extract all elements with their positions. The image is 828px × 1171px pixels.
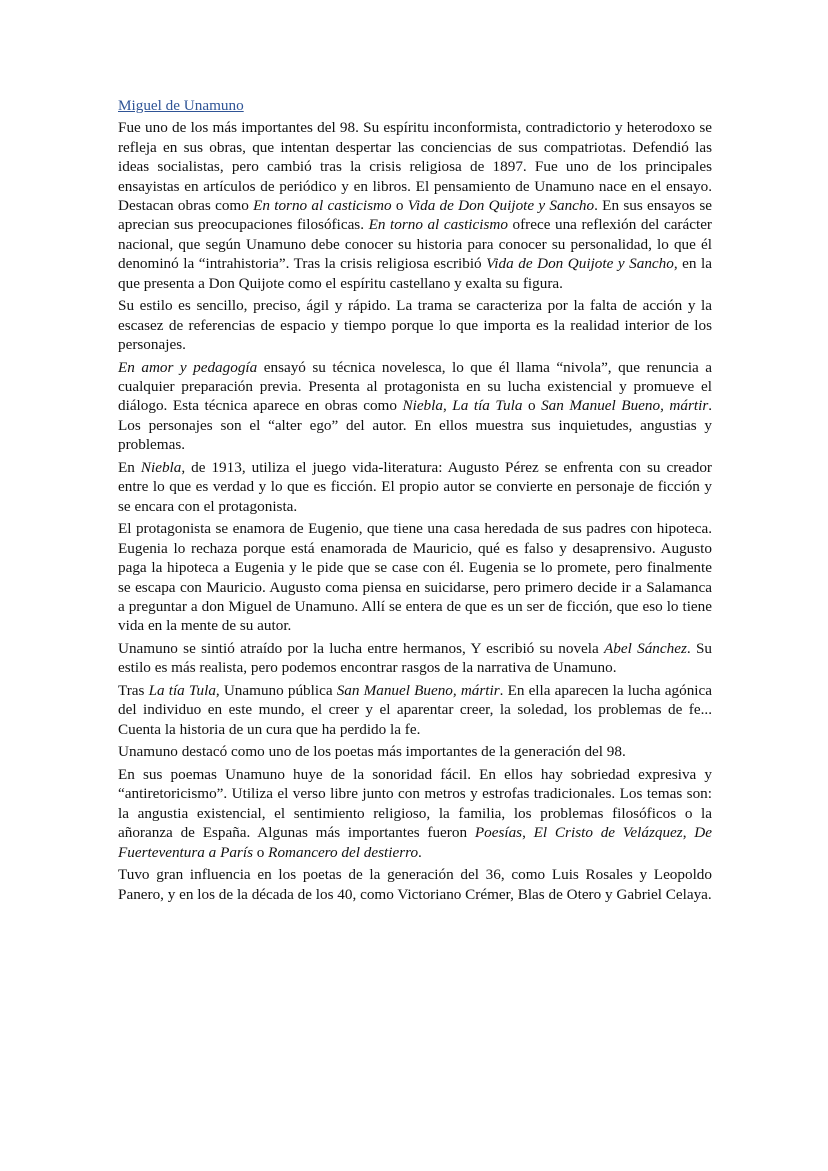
document-title: Miguel de Unamuno bbox=[118, 97, 244, 114]
book-title: La tía Tula bbox=[452, 397, 523, 415]
paragraph-influence: Tuvo gran influencia en los poetas de la generación del 36, como Luis Rosales y Leopoldo Panero, y en los de la década de los 40, como Victoriano Crémer, Blas de Otero y Gabriel Celaya. bbox=[118, 866, 712, 903]
text-run: . Su estilo es más realista, pero podemos encontrar rasgos de la narrativa de Unamuno. bbox=[118, 639, 712, 677]
paragraph-san-manuel bbox=[118, 681, 712, 739]
text-run: , bbox=[442, 397, 453, 415]
book-title: El Cristo de Velázquez bbox=[533, 824, 683, 842]
text-run: ofrece una reflexión del carácter nacional, que según Unamuno debe conocer su historia para conocer su personalidad, lo que él denominó la “intrahistoria”. Tras la crisis religiosa escribió bbox=[118, 216, 712, 273]
paragraph-poetry bbox=[118, 765, 712, 862]
paragraph-niebla bbox=[118, 458, 712, 516]
text-run: . bbox=[418, 843, 422, 861]
text-run: o bbox=[252, 843, 269, 861]
text-run: . En sus ensayos se aprecian sus preocupaciones filosóficas. bbox=[118, 197, 713, 234]
text-run: , de 1913, utiliza el juego vida-literatura: Augusto Pérez se enfrenta con su creador entre lo que es verdad y lo que es ficción. El propio autor se convierte en personaje de ficción y se encara con el protagonista. bbox=[118, 458, 712, 515]
text-run: Tras bbox=[118, 681, 149, 699]
text-run: , bbox=[522, 824, 534, 842]
book-title: Vida de Don Quijote y Sancho bbox=[486, 255, 674, 273]
text-run: . Los personajes son el “alter ego” del autor. En ellos muestra sus inquietudes, angustias y problemas. bbox=[118, 397, 713, 454]
document-page bbox=[118, 96, 712, 907]
text-run: , en la que presenta a Don Quijote como el espíritu castellano y exalta su figura. bbox=[118, 255, 712, 292]
paragraph-abel-sanchez bbox=[118, 639, 712, 678]
book-title: En amor y pedagogía bbox=[118, 358, 258, 376]
book-title: La tía Tula bbox=[148, 681, 216, 699]
book-title: En torno al casticismo bbox=[368, 216, 508, 234]
text-run: Unamuno se sintió atraído por la lucha entre hermanos, Y escribió su novela bbox=[118, 639, 605, 657]
text-run: , bbox=[682, 824, 695, 842]
paragraph-style: Su estilo es sencillo, preciso, ágil y rápido. La trama se caracteriza por la falta de acción y la escasez de referencias de espacio y tiempo porque lo que importa es la realidad interior de los personajes. bbox=[118, 297, 712, 354]
paragraph-nivola bbox=[118, 358, 712, 455]
paragraph-biography bbox=[118, 118, 712, 293]
paragraph-poet: Unamuno destacó como uno de los poetas más importantes de la generación del 98. bbox=[118, 743, 626, 761]
text-run: , Unamuno pública bbox=[215, 681, 337, 699]
text-run: En sus poemas Unamuno huye de la sonoridad fácil. En ellos hay sobriedad expresiva y “antiretoricismo”. Utiliza el verso libre junto con metros y estrofas tradicionales. Los temas son: la angustia existencial, el sentimiento religioso, la familia, los problemas filosóficos o la añoranza de España. Algunas más importantes fueron bbox=[118, 765, 712, 842]
book-title: Poesías bbox=[474, 824, 523, 842]
book-title: Niebla bbox=[140, 458, 182, 476]
text-run: En bbox=[118, 458, 141, 476]
book-title: Abel Sánchez bbox=[604, 639, 687, 657]
text-run: Fue uno de los más importantes del 98. Su espíritu inconformista, contradictorio y heterodoxo se refleja en sus obras, que intentan despertar las conciencias de sus compatriotas. Defendió las ideas socialistas, pero cambió tras la crisis religiosa de 1897. Fue uno de los principales ensayistas en artículos de periódico y en libros. El pensamiento de Unamuno nace en el ensayo. Destacan obras como bbox=[118, 119, 712, 215]
text-run: o bbox=[391, 197, 408, 215]
book-title: De Fuerteventura a París bbox=[118, 824, 712, 861]
paragraph-plot: El protagonista se enamora de Eugenio, que tiene una casa heredada de sus padres con hipoteca. Eugenia lo rechaza porque está enamorada de Mauricio, qué es falso y desaprensivo. Augusto paga la hipoteca a Eugenia y le pide que se case con él. Eugenia se lo promete, pero finalmente se escapa con Mauricio. Augusto coma piensa en suicidarse, pero primero decide ir a Salamanca a preguntar a don Miguel de Unamuno. Allí se entera de que es un ser de ficción, que eso lo tiene vida en la mente de su autor. bbox=[118, 520, 712, 635]
book-title: San Manuel Bueno, mártir bbox=[541, 397, 709, 415]
text-run: ensayó su técnica novelesca, lo que él llama “nivola”, que renuncia a cualquier preparación previa. Presenta al protagonista en su lucha existencial y promueve el diálogo. Esta técnica aparece en obras como bbox=[118, 358, 712, 415]
book-title: Niebla bbox=[402, 397, 443, 415]
book-title: San Manuel Bueno, mártir bbox=[336, 681, 500, 699]
book-title: Romancero del destierro bbox=[268, 843, 419, 861]
text-run: . En ella aparecen la lucha agónica del individuo en este mundo, el creer y el aparentar creer, la soledad, los problemas de fe... Cuenta la historia de un cura que ha perdido la fe. bbox=[118, 681, 712, 738]
book-title: Vida de Don Quijote y Sancho bbox=[407, 197, 595, 215]
book-title: En torno al casticismo bbox=[253, 197, 392, 215]
text-run: o bbox=[522, 397, 542, 415]
